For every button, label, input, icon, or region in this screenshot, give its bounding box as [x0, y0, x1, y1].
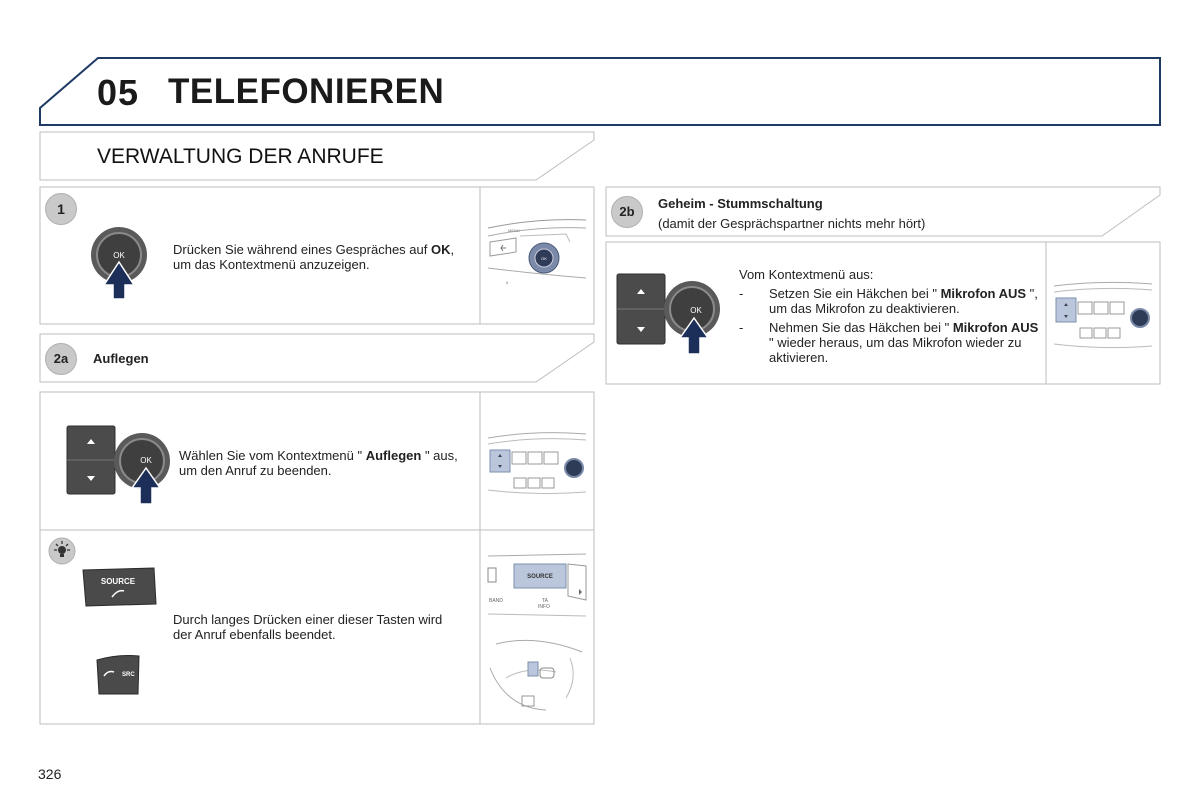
source-button-icon — [82, 567, 158, 607]
source-label: SOURCE — [100, 577, 136, 586]
svg-text:OK: OK — [690, 306, 702, 315]
band-label: BAND — [489, 598, 503, 604]
dashboard-ok-thumbnail — [486, 208, 588, 298]
svg-text:OK: OK — [541, 256, 547, 261]
tip-text: Durch langes Drücken einer dieser Tasten wird der Anruf ebenfalls beendet. — [173, 612, 443, 642]
svg-text:6: 6 — [506, 280, 509, 285]
dashboard-updown-thumbnail — [486, 428, 588, 500]
ok-knob-icon — [84, 222, 154, 302]
source-thumb-label: SOURCE — [527, 574, 553, 580]
svg-text:MENU: MENU — [508, 228, 520, 233]
src-steering-button-icon — [94, 654, 142, 696]
step-2a-text: Wählen Sie vom Kontextmenü " Auflegen " aus, um den Anruf zu beenden. — [179, 448, 458, 478]
page-number: 326 — [38, 766, 62, 782]
section-title: VERWALTUNG DER ANRUFE — [97, 145, 384, 168]
step-2a-title: Auflegen — [93, 351, 149, 366]
lightbulb-icon — [48, 537, 76, 565]
step-1-badge: 1 — [45, 193, 77, 225]
step-2b-item-1: - Setzen Sie ein Häkchen bei " Mikrofon AUS ", um das Mikrofon zu deaktivieren. — [739, 286, 1039, 316]
step-1-text: Drücken Sie während eines Gespräches auf OK, um das Kontextmenü anzuzeigen. — [173, 242, 455, 272]
step-2a-badge: 2a — [45, 343, 77, 375]
step-2b-body — [739, 267, 1039, 365]
svg-text:OK: OK — [140, 456, 152, 465]
dashboard-source-thumbnail — [486, 550, 588, 622]
steering-wheel-thumbnail — [486, 638, 588, 712]
info-label: INFO — [538, 604, 550, 610]
src-label: SRC — [122, 672, 135, 678]
step-2b-intro: Vom Kontextmenü aus: — [739, 267, 874, 282]
up-down-ok-icon — [66, 424, 172, 506]
up-down-ok-icon-2b — [616, 272, 722, 356]
ta-label: TA — [542, 598, 549, 604]
ok-label: OK — [113, 251, 125, 260]
chapter-title: TELEFONIEREN — [168, 72, 445, 111]
step-2b-list — [739, 286, 1039, 365]
dashboard-updown-thumbnail-2b — [1052, 280, 1154, 352]
step-2b-badge: 2b — [611, 196, 643, 228]
step-2b-subtitle: (damit der Gesprächspartner nichts mehr hört) — [658, 216, 926, 231]
chapter-number: 05 — [97, 72, 140, 113]
step-2b-item-2: - Nehmen Sie das Häkchen bei " Mikrofon AUS " wieder heraus, um das Mikrofon wieder zu aktivieren. — [739, 320, 1039, 365]
step-2b-title: Geheim - Stummschaltung — [658, 196, 823, 211]
